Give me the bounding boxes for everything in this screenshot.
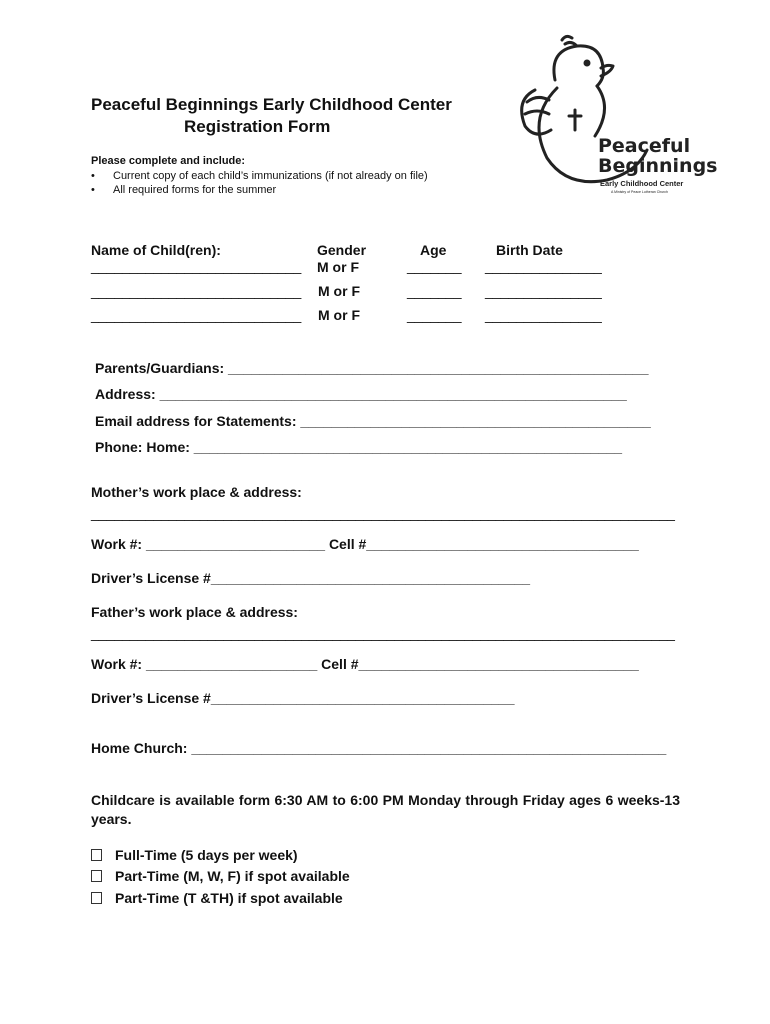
gender-option[interactable]: M or F <box>318 307 360 323</box>
page-title: Peaceful Beginnings Early Childhood Center <box>91 95 452 114</box>
bullet-icon: • <box>91 170 95 182</box>
mother-work-address-field[interactable]: ___________________________________________________________________________ <box>91 505 675 521</box>
part-time-tth-option[interactable] <box>91 890 343 906</box>
gender-option[interactable]: M or F <box>317 259 359 275</box>
bullet-item <box>91 170 428 182</box>
logo-text-line3: Early Childhood Center <box>600 179 684 188</box>
father-work-cell-field[interactable]: Work #: ______________________ Cell #____________________________________ <box>91 656 639 672</box>
logo <box>505 30 718 205</box>
child-name-field[interactable]: ___________________________ <box>91 283 302 299</box>
age-field[interactable]: _______ <box>407 283 462 299</box>
child-name-field[interactable]: ___________________________ <box>91 307 302 323</box>
home-church-field[interactable]: Home Church: _____________________________________________________________ <box>91 740 667 756</box>
birth-date-field[interactable]: _______________ <box>485 307 602 323</box>
birth-date-field[interactable]: _______________ <box>485 258 602 274</box>
email-field[interactable]: Email address for Statements: _____________________________________________ <box>95 413 651 429</box>
gender-label: Gender <box>317 242 367 258</box>
father-work-address-field[interactable]: ___________________________________________________________________________ <box>91 625 675 641</box>
father-license-field[interactable]: Driver’s License #_______________________________________ <box>91 690 515 706</box>
bullet-item <box>91 184 276 196</box>
logo-text-line1: Peaceful <box>598 135 691 157</box>
birth-date-label: Birth Date <box>496 242 563 258</box>
address-field[interactable]: Address: ____________________________________________________________ <box>95 386 627 402</box>
age-field[interactable]: _______ <box>407 307 462 323</box>
checkbox-icon[interactable] <box>91 849 102 861</box>
father-work-heading: Father’s work place & address: <box>91 604 298 620</box>
option-label: Part-Time (M, W, F) if spot available <box>115 868 350 884</box>
instructions-heading: Please complete and include: <box>91 155 246 167</box>
age-field[interactable]: _______ <box>407 258 462 274</box>
option-label: Part-Time (T &TH) if spot available <box>115 890 343 906</box>
mother-license-field[interactable]: Driver’s License #_________________________________________ <box>91 570 531 586</box>
part-time-mwf-option[interactable] <box>91 868 350 884</box>
checkbox-icon[interactable] <box>91 870 102 882</box>
page-subtitle: Registration Form <box>184 117 331 136</box>
full-time-option[interactable] <box>91 847 298 863</box>
child-name-label: Name of Child(ren): <box>91 242 221 258</box>
logo-text-line4: A Ministry of Peace Lutheran Church <box>611 190 669 194</box>
birth-date-field[interactable]: _______________ <box>485 283 602 299</box>
home-phone-field[interactable]: Phone: Home: _______________________________________________________ <box>95 439 623 455</box>
gender-option[interactable]: M or F <box>318 283 360 299</box>
age-label: Age <box>420 242 447 258</box>
logo-text-line2: Beginnings <box>598 155 718 177</box>
parents-guardians-field[interactable]: Parents/Guardians: ______________________________________________________ <box>95 360 649 376</box>
mother-work-cell-field[interactable]: Work #: _______________________ Cell #___________________________________ <box>91 536 639 552</box>
bullet-icon: • <box>91 184 95 196</box>
child-name-field[interactable]: ___________________________ <box>91 258 302 274</box>
bullet-text: Current copy of each child’s immunizations (if not already on file) <box>113 170 428 182</box>
duck-logo-icon <box>505 30 718 205</box>
checkbox-icon[interactable] <box>91 892 102 904</box>
mother-work-heading: Mother’s work place & address: <box>91 484 302 500</box>
bullet-text: All required forms for the summer <box>113 184 277 196</box>
option-label: Full-Time (5 days per week) <box>115 847 298 863</box>
childcare-note: Childcare is available form 6:30 AM to 6:00 PM Monday through Friday ages 6 weeks-13 years. <box>91 792 680 827</box>
